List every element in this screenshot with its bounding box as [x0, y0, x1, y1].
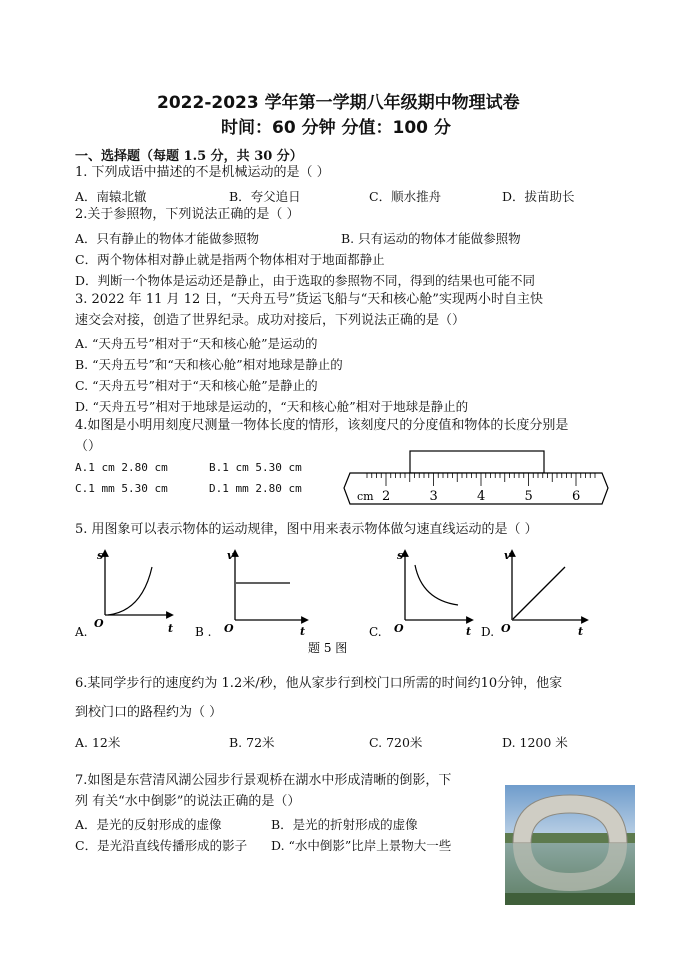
graph-c [369, 549, 471, 639]
graph-c-ylabel: s [397, 549, 404, 562]
graph-c-curve [415, 565, 458, 605]
graph-a-curve [108, 567, 152, 615]
q4-option-b: B.1 cm 5.30 cm [209, 461, 302, 474]
q7-option-a: A．是光的反射形成的虚像 [75, 817, 222, 832]
q7-option-c: C．是光沿直线传播形成的影子 [75, 838, 248, 853]
q3-stem-line2: 速交会对接，创造了世界纪录。成功对接后，下列说法正确的是（） [75, 313, 466, 328]
q4-stem: 4.如图是小明用刻度尺测量一物体长度的情形，该刻度尺的分度值和物体的长度分别是 [75, 418, 569, 433]
section-heading: 一、选择题（每题 1.5 分，共 30 分） [75, 149, 303, 164]
q6-stem-line1: 6.某同学步行的速度约为 1.2米/秒，他从家步行到校门口所需的时间约10分钟，他家 [75, 676, 563, 691]
ruler-number: 3 [429, 489, 438, 504]
q1-option-a: A．南辕北辙 [75, 189, 147, 204]
q4-option-d: D.1 mm 2.80 cm [209, 482, 302, 495]
bridge-photo [505, 785, 635, 905]
q3-option-a: A. “天舟五号”相对于“天和核心舱”是运动的 [75, 336, 318, 351]
ruler-number: 4 [477, 489, 486, 504]
q2-option-c: C．两个物体相对静止就是指两个物体相对于地面都静止 [75, 252, 385, 267]
q6-option-c: C. 720米 [369, 735, 423, 750]
q2-option-b: B. 只有运动的物体才能做参照物 [341, 231, 521, 246]
q1-option-d: D．拔苗助长 [502, 189, 575, 204]
ruler-number: 6 [572, 489, 581, 504]
q1-stem: 1. 下列成语中描述的不是机械运动的是（ ） [75, 165, 330, 180]
option-label-b: B . [195, 625, 212, 639]
q4-option-a: A.1 cm 2.80 cm [75, 461, 168, 474]
graph-b [195, 549, 305, 639]
ruler-number: 5 [524, 489, 533, 504]
graph-c-xlabel: t [466, 625, 472, 638]
graph-d-origin: O [501, 622, 511, 635]
graph-b-xlabel: t [300, 625, 306, 638]
graph-a-origin: O [94, 617, 104, 630]
graph-a [74, 549, 173, 639]
graph-b-ylabel: v [227, 549, 234, 562]
ruler-number: 2 [382, 489, 391, 504]
graph-d [481, 549, 585, 639]
graph-a-xlabel: t [168, 622, 174, 635]
q6-option-a: A. 12米 [75, 735, 121, 750]
page-title: 2022-2023 学年第一学期八年级期中物理试卷 [157, 93, 520, 113]
q2-option-d: D．判断一个物体是运动还是静止，由于选取的参照物不同，得到的结果也可能不同 [75, 273, 536, 288]
q2-option-a: A．只有静止的物体才能做参照物 [75, 231, 260, 246]
q1-option-c: C．顺水推舟 [369, 189, 442, 204]
ruler-figure [340, 448, 615, 516]
graph-c-origin: O [394, 622, 404, 635]
graph-d-xlabel: t [578, 625, 584, 638]
q3-stem-line1: 3. 2022 年 11 月 12 日，“天舟五号”货运飞船与“天和核心舱”实现两小时自主快 [75, 292, 543, 307]
q7-option-b: B．是光的折射形成的虚像 [271, 817, 418, 832]
q4-paren: （） [75, 439, 102, 454]
q4-option-c: C.1 mm 5.30 cm [75, 482, 168, 495]
q2-stem: 2.关于参照物，下列说法正确的是（ ） [75, 207, 300, 222]
q5-caption: 题 5 图 [308, 641, 348, 655]
option-label-a: A. [75, 625, 88, 639]
q6-option-b: B. 72米 [229, 735, 275, 750]
option-label-c: C. [369, 625, 382, 639]
q7-stem-line1: 7.如图是东营清风湖公园步行景观桥在湖水中形成清晰的倒影，下 [75, 773, 452, 788]
graph-a-ylabel: s [97, 549, 104, 562]
exam-info: 时间：60 分钟 分值：100 分 [221, 118, 451, 138]
graph-b-origin: O [224, 622, 234, 635]
q7-option-d: D. “水中倒影”比岸上景物大一些 [271, 838, 452, 853]
q6-stem-line2: 到校门口的路程约为（ ） [75, 705, 223, 720]
q6-option-d: D. 1200 米 [502, 735, 568, 750]
graph-d-line [513, 567, 565, 619]
q7-stem-line2: 列 有关“水中倒影”的说法正确的是（） [75, 794, 301, 809]
graph-d-ylabel: v [504, 549, 511, 562]
q3-option-c: C. “天舟五号”相对于“天和核心舱”是静止的 [75, 378, 318, 393]
measured-object [410, 451, 544, 473]
q3-option-b: B. “天舟五号”和“天和核心舱”相对地球是静止的 [75, 357, 343, 372]
option-label-d: D. [481, 625, 495, 639]
q1-option-b: B．夸父追日 [229, 189, 301, 204]
ruler-unit-label: cm [357, 490, 374, 503]
q5-graphs [70, 545, 630, 660]
q3-option-d: D. “天舟五号”相对于地球是运动的，“天和核心舱”相对于地球是静止的 [75, 399, 469, 414]
q5-stem: 5. 用图象可以表示物体的运动规律，图中用来表示物体做匀速直线运动的是（ ） [75, 522, 538, 537]
